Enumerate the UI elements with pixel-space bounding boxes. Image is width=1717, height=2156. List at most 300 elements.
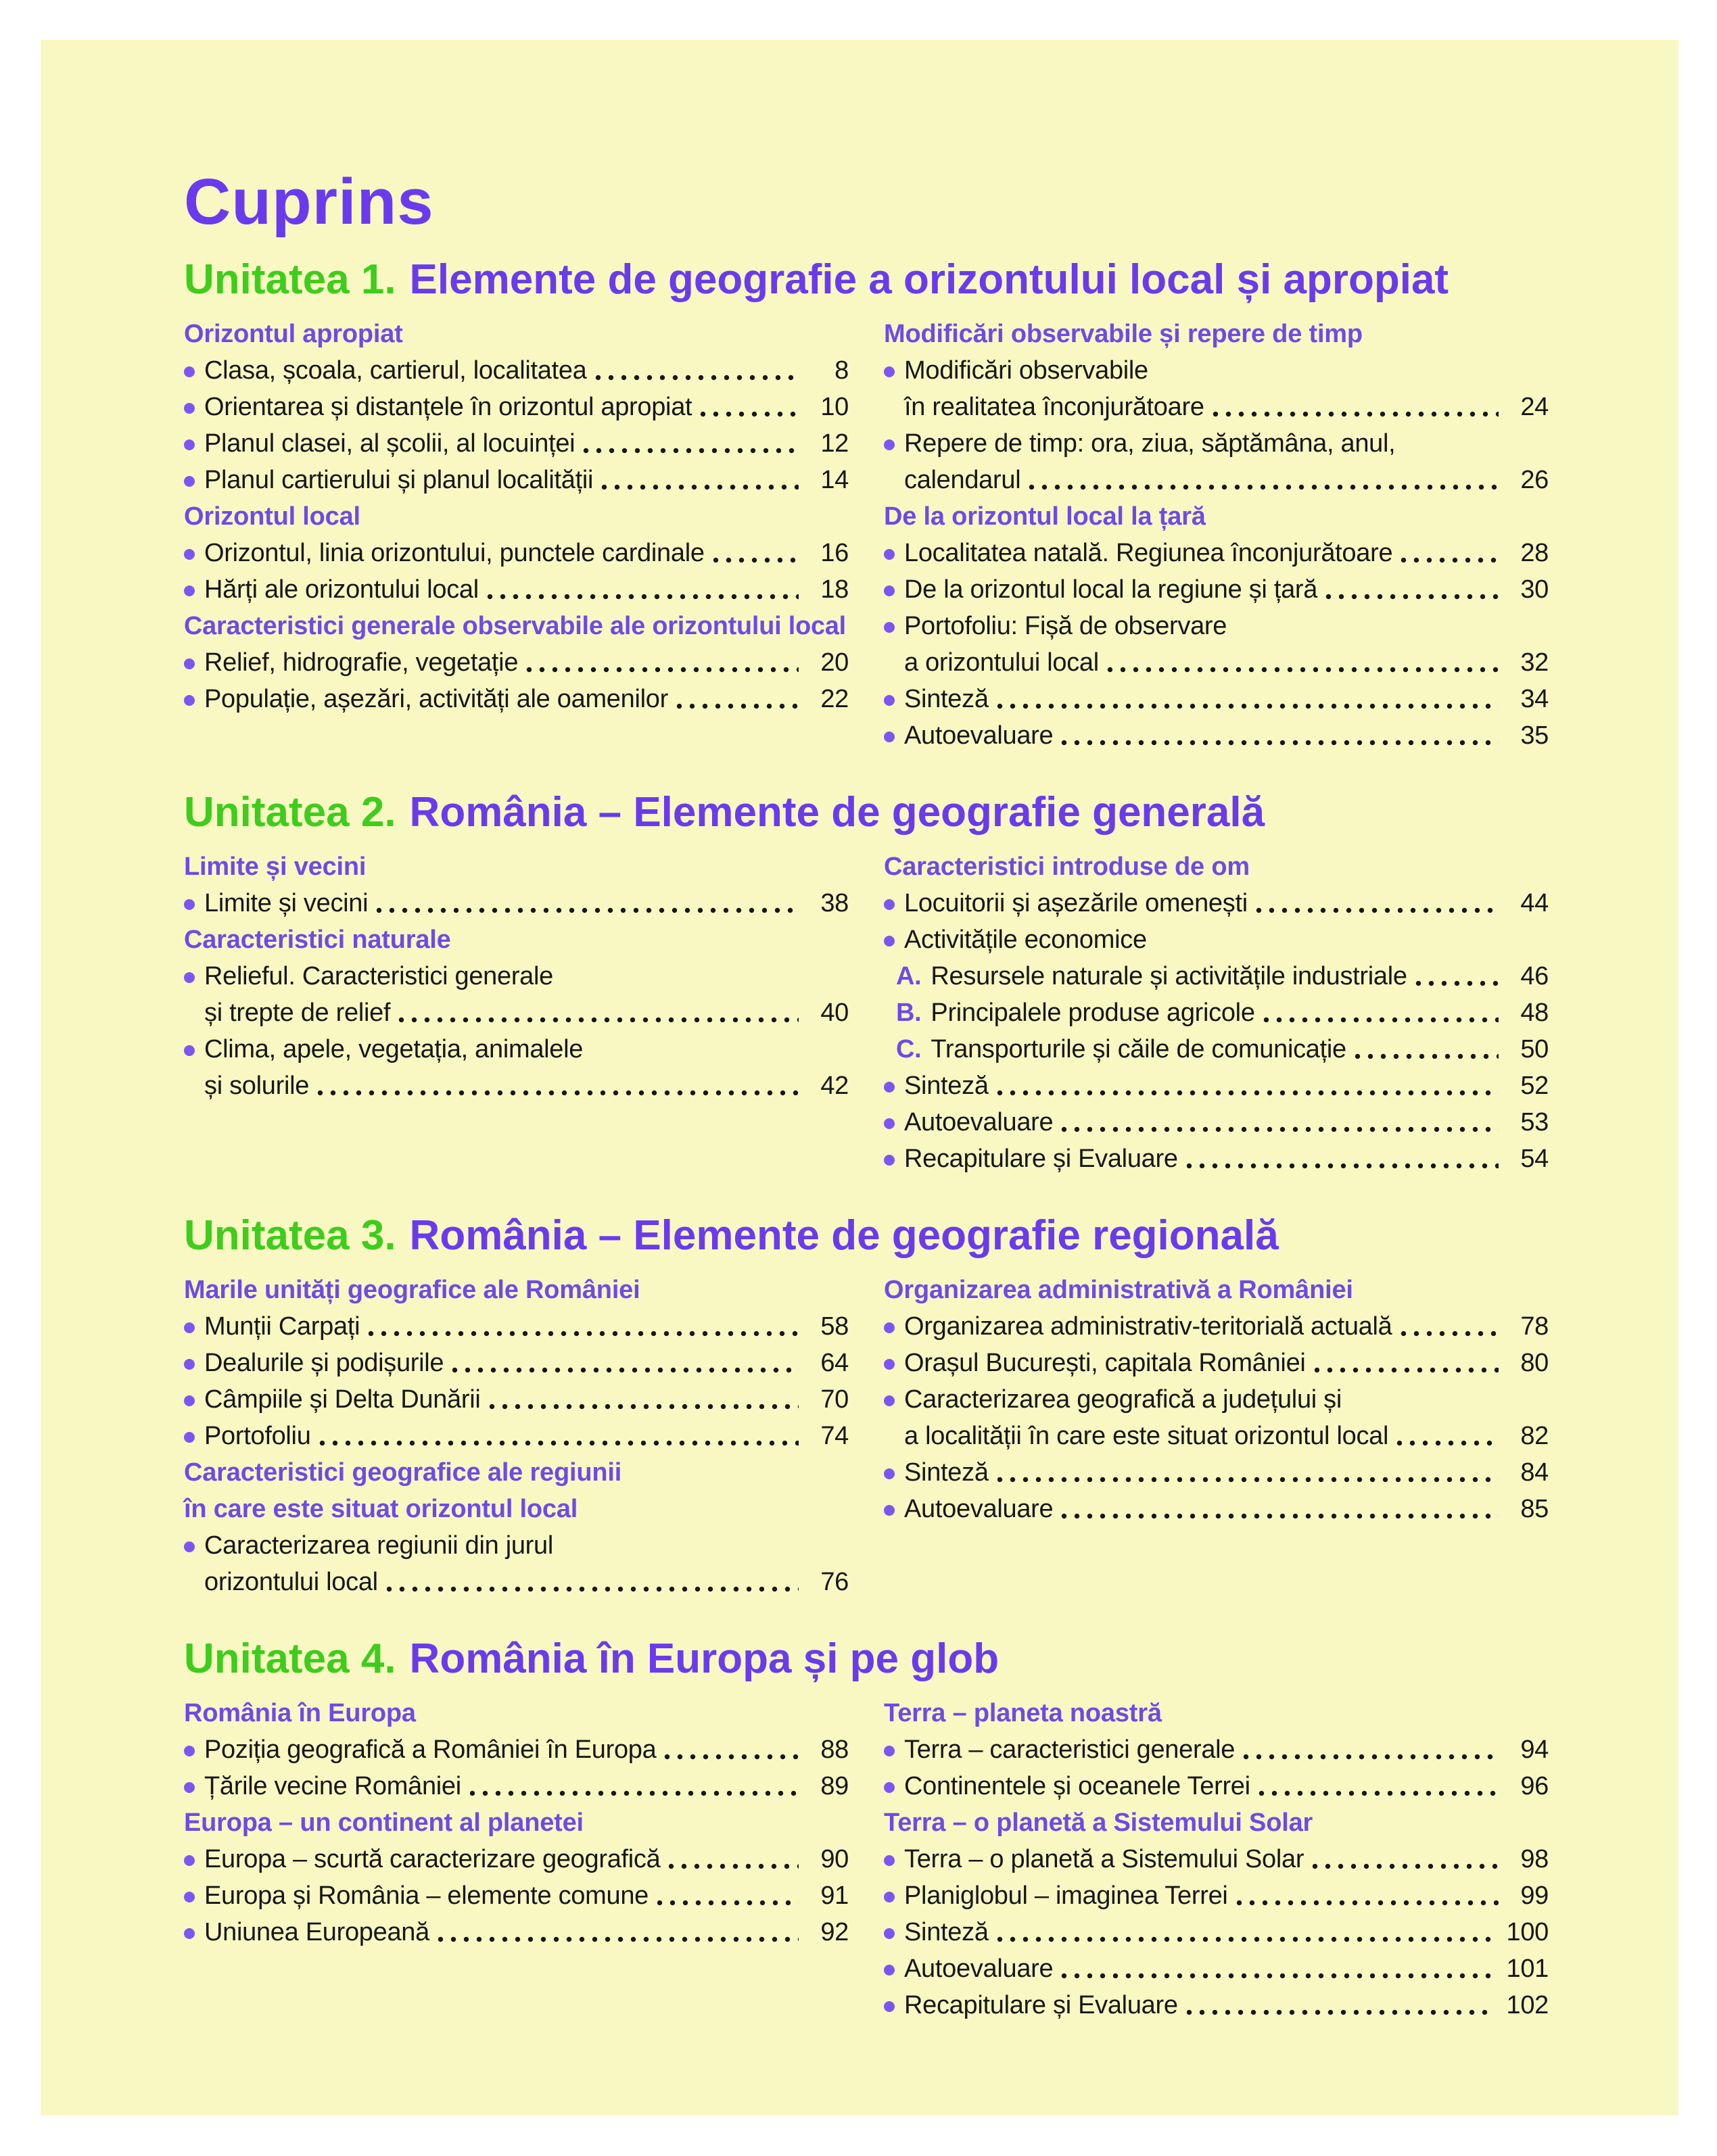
bullet-icon: [184, 644, 204, 681]
page-title: Cuprins: [184, 166, 434, 238]
toc-entry: [884, 1418, 1549, 1454]
entry-text: Munții Carpați: [204, 1312, 360, 1341]
page-number: 99: [1520, 1882, 1549, 1910]
toc-column-left: [184, 848, 849, 1177]
unit-header: [184, 788, 1549, 838]
dot-leader: [1179, 1987, 1499, 2023]
heading-text: De la orizontul local la țară: [884, 502, 1206, 531]
heading-text: în care este situat orizontul local: [184, 1495, 578, 1523]
bullet-icon: [184, 389, 204, 425]
page-number: 44: [1520, 889, 1549, 917]
entry-text: Autoevaluare: [904, 1495, 1054, 1523]
entry-text: Uniunea Europeană: [204, 1918, 429, 1946]
bullet-icon: [884, 352, 904, 389]
dot-leader: [990, 1454, 1504, 1491]
dot-leader: [1022, 462, 1504, 498]
dot-leader: [445, 1345, 804, 1381]
unit-number-label: Unitatea 4.: [184, 1635, 396, 1682]
bullet-icon: [184, 1418, 204, 1454]
section-heading: [884, 1804, 1549, 1841]
unit-section: [184, 255, 1549, 754]
dot-leader: [1305, 1841, 1504, 1877]
toc-entry: [184, 958, 849, 995]
entry-text: Portofoliu: [204, 1422, 311, 1450]
bullet-icon: [184, 681, 204, 717]
entry-text: Terra – caracteristici generale: [904, 1735, 1236, 1764]
entry-text-continuation: și solurile: [204, 1072, 310, 1100]
page-number: 40: [820, 999, 849, 1027]
entry-text: Orașul București, capitala României: [904, 1349, 1306, 1377]
unit-header: [184, 255, 1549, 305]
toc-entry: [184, 1418, 849, 1454]
bullet-icon: [884, 681, 904, 717]
toc-entry: [884, 995, 1549, 1031]
toc-entry: [184, 389, 849, 425]
toc-column-right: [884, 1272, 1549, 1600]
entry-text-continuation: a localității în care este situat orizontul local: [904, 1422, 1389, 1450]
page-number: 58: [820, 1312, 849, 1341]
page-number: 85: [1520, 1495, 1549, 1523]
bullet-icon: [884, 1950, 904, 1987]
page-number: 100: [1506, 1918, 1549, 1946]
toc-entry: [184, 1381, 849, 1418]
toc-column-left: [184, 1695, 849, 2023]
toc-entry: [884, 1104, 1549, 1141]
dot-leader: [1252, 1768, 1504, 1804]
toc-entry: [184, 1564, 849, 1600]
page-number: 14: [820, 466, 849, 494]
page-number: 50: [1520, 1035, 1549, 1063]
entry-text: Locuitorii și așezările omenești: [904, 889, 1248, 917]
toc-entry: [884, 958, 1549, 995]
dot-leader: [1054, 1950, 1498, 1987]
unit-title: Elemente de geografie a orizontului local și apropiat: [409, 256, 1449, 303]
toc-column-left: [184, 1272, 849, 1600]
section-heading: [184, 608, 849, 644]
entry-text: Populație, așezări, activități ale oamenilor: [204, 685, 668, 713]
dot-leader: [588, 352, 804, 389]
bullet-icon: [884, 717, 904, 754]
entry-text: Resursele naturale și activitățile industriale: [931, 962, 1407, 990]
bullet-icon: [184, 352, 204, 389]
page-number: 10: [820, 393, 849, 421]
section-heading: [884, 848, 1549, 885]
entry-text: Continentele și oceanele Terrei: [904, 1772, 1250, 1800]
unit-section: [184, 1634, 1549, 2023]
toc-entry: [184, 1068, 849, 1104]
page-number: 32: [1520, 648, 1549, 677]
entry-text: Planul clasei, al școlii, al locuinței: [204, 429, 575, 458]
entry-text: Repere de timp: ora, ziua, săptămâna, anul,: [904, 429, 1396, 458]
unit-number-label: Unitatea 2.: [184, 789, 396, 836]
toc-entry: [884, 1491, 1549, 1527]
entry-letter: B.: [896, 999, 922, 1027]
page-number: 88: [820, 1735, 849, 1764]
page-number: 26: [1520, 466, 1549, 494]
toc-entry: [884, 1914, 1549, 1950]
entry-text: Sinteză: [904, 1072, 989, 1100]
entry-text: Sinteză: [904, 1458, 989, 1487]
page-number: 8: [834, 356, 849, 385]
toc-entry: [184, 1768, 849, 1804]
entry-text: Orientarea și distanțele în orizontul apropiat: [204, 393, 692, 421]
toc-entry: [884, 644, 1549, 681]
toc-page: [41, 40, 1678, 2115]
page-number: 18: [820, 575, 849, 604]
dot-leader: [379, 1564, 804, 1600]
dot-leader: [1179, 1141, 1504, 1177]
bullet-icon: [184, 1031, 204, 1068]
toc-entry: [884, 1950, 1549, 1987]
toc-entry: [184, 571, 849, 608]
bullet-icon: [884, 1768, 904, 1804]
heading-text: Caracteristici naturale: [184, 926, 451, 954]
dot-leader: [657, 1731, 804, 1768]
bullet-icon: [184, 1345, 204, 1381]
heading-text: Modificări observabile și repere de timp: [884, 320, 1363, 348]
bullet-icon: [184, 535, 204, 571]
page-number: 102: [1506, 1991, 1549, 2019]
page-number: 52: [1520, 1072, 1549, 1100]
toc-entry: [184, 462, 849, 498]
toc-entry: [884, 1731, 1549, 1768]
entry-text: Relieful. Caracteristici generale: [204, 962, 553, 990]
toc-entry: [184, 644, 849, 681]
entry-text: Organizarea administrativ-teritorială actuală: [904, 1312, 1392, 1341]
page-number: 38: [820, 889, 849, 917]
toc-entry: [884, 389, 1549, 425]
page-number: 48: [1520, 999, 1549, 1027]
entry-letter: C.: [896, 1035, 922, 1063]
toc-column-right: [884, 1695, 1549, 2023]
page-number: 82: [1520, 1422, 1549, 1450]
dot-leader: [1319, 571, 1504, 608]
toc-entry: [884, 717, 1549, 754]
dot-leader: [1249, 885, 1504, 921]
bullet-icon: [184, 571, 204, 608]
page-number: 16: [820, 539, 849, 567]
page-number: 35: [1520, 721, 1549, 750]
toc-columns: [184, 1272, 1549, 1600]
bullet-icon: [884, 1104, 904, 1141]
toc-column-right: [884, 316, 1549, 754]
dot-leader: [482, 1381, 804, 1418]
toc-columns: [184, 316, 1549, 754]
toc-column-right: [884, 848, 1549, 1177]
unit-number-label: Unitatea 3.: [184, 1212, 396, 1259]
dot-leader: [1229, 1877, 1504, 1914]
page-number: 90: [820, 1845, 849, 1873]
entry-text: Sinteză: [904, 685, 989, 713]
dot-leader: [361, 1308, 804, 1345]
heading-text: Orizontul apropiat: [184, 320, 403, 348]
bullet-icon: [884, 1068, 904, 1104]
entry-text: Modificări observabile: [904, 356, 1148, 385]
bullet-icon: [184, 885, 204, 921]
section-heading: [184, 848, 849, 885]
toc-entry: [884, 1308, 1549, 1345]
page-number: 28: [1520, 539, 1549, 567]
section-heading: [184, 921, 849, 958]
toc-units: [184, 255, 1549, 2023]
section-heading: [184, 1272, 849, 1308]
entry-text-continuation: calendarul: [904, 466, 1021, 494]
heading-text: România în Europa: [184, 1699, 416, 1727]
page-number: 30: [1520, 575, 1549, 604]
page-number: 12: [820, 429, 849, 458]
entry-letter: A.: [896, 962, 922, 990]
toc-entry: [884, 1345, 1549, 1381]
bullet-icon: [884, 571, 904, 608]
toc-entry: [884, 462, 1549, 498]
bullet-icon: [884, 1491, 904, 1527]
dot-leader: [369, 885, 804, 921]
dot-leader: [392, 995, 804, 1031]
toc-columns: [184, 1695, 1549, 2023]
toc-entry: [884, 571, 1549, 608]
bullet-icon: [884, 425, 904, 462]
page-number: 96: [1520, 1772, 1549, 1800]
bullet-icon: [184, 462, 204, 498]
dot-leader: [1394, 535, 1504, 571]
toc-entry: [884, 1877, 1549, 1914]
entry-text: Limite și vecini: [204, 889, 369, 917]
page-number: 101: [1506, 1955, 1549, 1983]
entry-text: Autoevaluare: [904, 1108, 1054, 1136]
dot-leader: [480, 571, 804, 608]
toc-entry: [884, 885, 1549, 921]
toc-entry: [184, 681, 849, 717]
dot-leader: [990, 1068, 1504, 1104]
heading-text: Terra – o planetă a Sistemului Solar: [884, 1808, 1313, 1837]
toc-entry: [184, 1527, 849, 1564]
page-number: 20: [820, 648, 849, 677]
entry-text: Hărți ale orizontului local: [204, 575, 479, 604]
entry-text: Portofoliu: Fișă de observare: [904, 612, 1227, 640]
entry-text: Terra – o planetă a Sistemului Solar: [904, 1845, 1304, 1873]
entry-text: Planiglobul – imaginea Terrei: [904, 1882, 1228, 1910]
dot-leader: [1054, 717, 1504, 754]
dot-leader: [990, 681, 1504, 717]
bullet-icon: [884, 535, 904, 571]
bullet-icon: [184, 1877, 204, 1914]
bullet-icon: [184, 1381, 204, 1418]
entry-text: Autoevaluare: [904, 721, 1054, 750]
bullet-icon: [884, 1381, 904, 1418]
section-heading: [884, 1272, 1549, 1308]
bullet-icon: [884, 1731, 904, 1768]
dot-leader: [519, 644, 804, 681]
dot-leader: [1390, 1418, 1504, 1454]
unit-header: [184, 1634, 1549, 1684]
dot-leader: [693, 389, 804, 425]
toc-entry: [184, 1731, 849, 1768]
section-heading: [184, 1804, 849, 1841]
bullet-icon: [884, 608, 904, 644]
heading-text: Europa – un continent al planetei: [184, 1808, 584, 1837]
dot-leader: [1307, 1345, 1504, 1381]
toc-entry: [884, 1381, 1549, 1418]
toc-entry: [884, 681, 1549, 717]
entry-text: Orizontul, linia orizontului, punctele cardinale: [204, 539, 705, 567]
bullet-icon: [184, 1768, 204, 1804]
dot-leader: [661, 1841, 804, 1877]
heading-text: Orizontul local: [184, 502, 360, 531]
heading-text: Caracteristici introduse de om: [884, 853, 1250, 881]
bullet-icon: [884, 1877, 904, 1914]
heading-text: Limite și vecini: [184, 853, 367, 881]
section-heading: [884, 316, 1549, 352]
toc-entry: [884, 1068, 1549, 1104]
entry-text-continuation: și trepte de relief: [204, 999, 391, 1027]
toc-entry: [884, 1768, 1549, 1804]
dot-leader: [1100, 644, 1504, 681]
toc-entry: [184, 1877, 849, 1914]
bullet-icon: [884, 1141, 904, 1177]
dot-leader: [990, 1914, 1499, 1950]
unit-title: România în Europa și pe glob: [409, 1635, 999, 1682]
toc-entry: [884, 535, 1549, 571]
dot-leader: [1236, 1731, 1504, 1768]
dot-leader: [1409, 958, 1504, 995]
heading-text: Organizarea administrativă a României: [884, 1276, 1353, 1304]
page-number: 22: [820, 685, 849, 713]
entry-text: Clasa, școala, cartierul, localitatea: [204, 356, 587, 385]
entry-text: Planul cartierului și planul localității: [204, 466, 594, 494]
toc-entry: [184, 352, 849, 389]
dot-leader: [1256, 995, 1504, 1031]
toc-entry: [884, 1454, 1549, 1491]
page-number: 70: [820, 1385, 849, 1414]
unit-section: [184, 788, 1549, 1177]
page-number: 64: [820, 1349, 849, 1377]
toc-entry: [884, 1987, 1549, 2023]
dot-leader: [650, 1877, 804, 1914]
page-number: 94: [1520, 1735, 1549, 1764]
entry-text: Europa și România – elemente comune: [204, 1882, 649, 1910]
toc-entry: [184, 885, 849, 921]
page-number: 54: [1520, 1145, 1549, 1173]
page-number: 89: [820, 1772, 849, 1800]
toc-entry: [184, 995, 849, 1031]
bullet-icon: [884, 1345, 904, 1381]
entry-text: Recapitulare și Evaluare: [904, 1991, 1178, 2019]
bullet-icon: [184, 1527, 204, 1564]
unit-title: România – Elemente de geografie generală: [409, 789, 1265, 836]
page-number: 24: [1520, 393, 1549, 421]
section-heading: [184, 1454, 849, 1491]
entry-text: Relief, hidrografie, vegetație: [204, 648, 519, 677]
entry-text: Recapitulare și Evaluare: [904, 1145, 1178, 1173]
toc-column-left: [184, 316, 849, 754]
toc-entry: [884, 425, 1549, 462]
bullet-icon: [184, 1308, 204, 1345]
dot-leader: [1206, 389, 1504, 425]
dot-leader: [1348, 1031, 1504, 1068]
bullet-icon: [884, 1308, 904, 1345]
entry-text: Caracterizarea geografică a județului și: [904, 1385, 1342, 1414]
entry-text: Clima, apele, vegetația, animalele: [204, 1035, 584, 1063]
page-number: 53: [1520, 1108, 1549, 1136]
entry-text: Țările vecine României: [204, 1772, 461, 1800]
heading-text: Caracteristici geografice ale regiunii: [184, 1458, 622, 1487]
toc-entry: [884, 1141, 1549, 1177]
bullet-icon: [884, 885, 904, 921]
bullet-icon: [184, 958, 204, 995]
entry-text-continuation: orizontului local: [204, 1568, 378, 1596]
toc-entry: [184, 1841, 849, 1877]
entry-text-continuation: în realitatea înconjurătoare: [904, 393, 1204, 421]
entry-text: Localitatea natală. Regiunea înconjurătoare: [904, 539, 1393, 567]
dot-leader: [576, 425, 804, 462]
entry-text: Europa – scurtă caracterizare geografică: [204, 1845, 661, 1873]
page-number: 34: [1520, 685, 1549, 713]
page-number: 74: [820, 1422, 849, 1450]
entry-text-continuation: a orizontului local: [904, 648, 1099, 677]
dot-leader: [706, 535, 804, 571]
bullet-icon: [184, 425, 204, 462]
entry-text: Principalele produse agricole: [931, 999, 1255, 1027]
section-heading: [184, 498, 849, 535]
entry-text: Autoevaluare: [904, 1955, 1054, 1983]
page-number: 91: [820, 1882, 849, 1910]
bullet-icon: [884, 1987, 904, 2023]
bullet-icon: [184, 1731, 204, 1768]
section-heading: [184, 1491, 849, 1527]
toc-entry: [884, 921, 1549, 958]
bullet-icon: [884, 1914, 904, 1950]
unit-header: [184, 1211, 1549, 1261]
bullet-icon: [884, 1454, 904, 1491]
entry-text: Caracterizarea regiunii din jurul: [204, 1531, 554, 1560]
bullet-icon: [184, 1841, 204, 1877]
toc-entry: [884, 1841, 1549, 1877]
section-heading: [884, 498, 1549, 535]
page-number: 92: [820, 1918, 849, 1946]
unit-number-label: Unitatea 1.: [184, 256, 396, 303]
toc-entry: [184, 1031, 849, 1068]
page-number: 84: [1520, 1458, 1549, 1487]
entry-text: Câmpiile și Delta Dunării: [204, 1385, 481, 1414]
dot-leader: [1054, 1491, 1504, 1527]
page-number: 98: [1520, 1845, 1549, 1873]
bullet-icon: [884, 1841, 904, 1877]
unit-title: România – Elemente de geografie regională: [409, 1212, 1279, 1259]
entry-text: De la orizontul local la regiune și țară: [904, 575, 1318, 604]
heading-text: Marile unități geografice ale României: [184, 1276, 640, 1304]
page-number: 76: [820, 1568, 849, 1596]
dot-leader: [431, 1914, 804, 1950]
bullet-icon: [884, 921, 904, 958]
bullet-icon: [184, 1914, 204, 1950]
toc-columns: [184, 848, 1549, 1177]
dot-leader: [1394, 1308, 1505, 1345]
entry-text: Activitățile economice: [904, 926, 1147, 954]
heading-text: Caracteristici generale observabile ale orizontului local: [184, 612, 846, 640]
entry-text: Dealurile și podișurile: [204, 1349, 444, 1377]
dot-leader: [312, 1418, 804, 1454]
unit-section: [184, 1211, 1549, 1600]
toc-entry: [884, 1031, 1549, 1068]
dot-leader: [594, 462, 804, 498]
heading-text: Terra – planeta noastră: [884, 1699, 1162, 1727]
dot-leader: [669, 681, 804, 717]
page-number: 80: [1520, 1349, 1549, 1377]
toc-entry: [184, 1308, 849, 1345]
page-number: 42: [820, 1072, 849, 1100]
entry-text: Transporturile și căile de comunicație: [931, 1035, 1346, 1063]
toc-entry: [184, 1914, 849, 1950]
